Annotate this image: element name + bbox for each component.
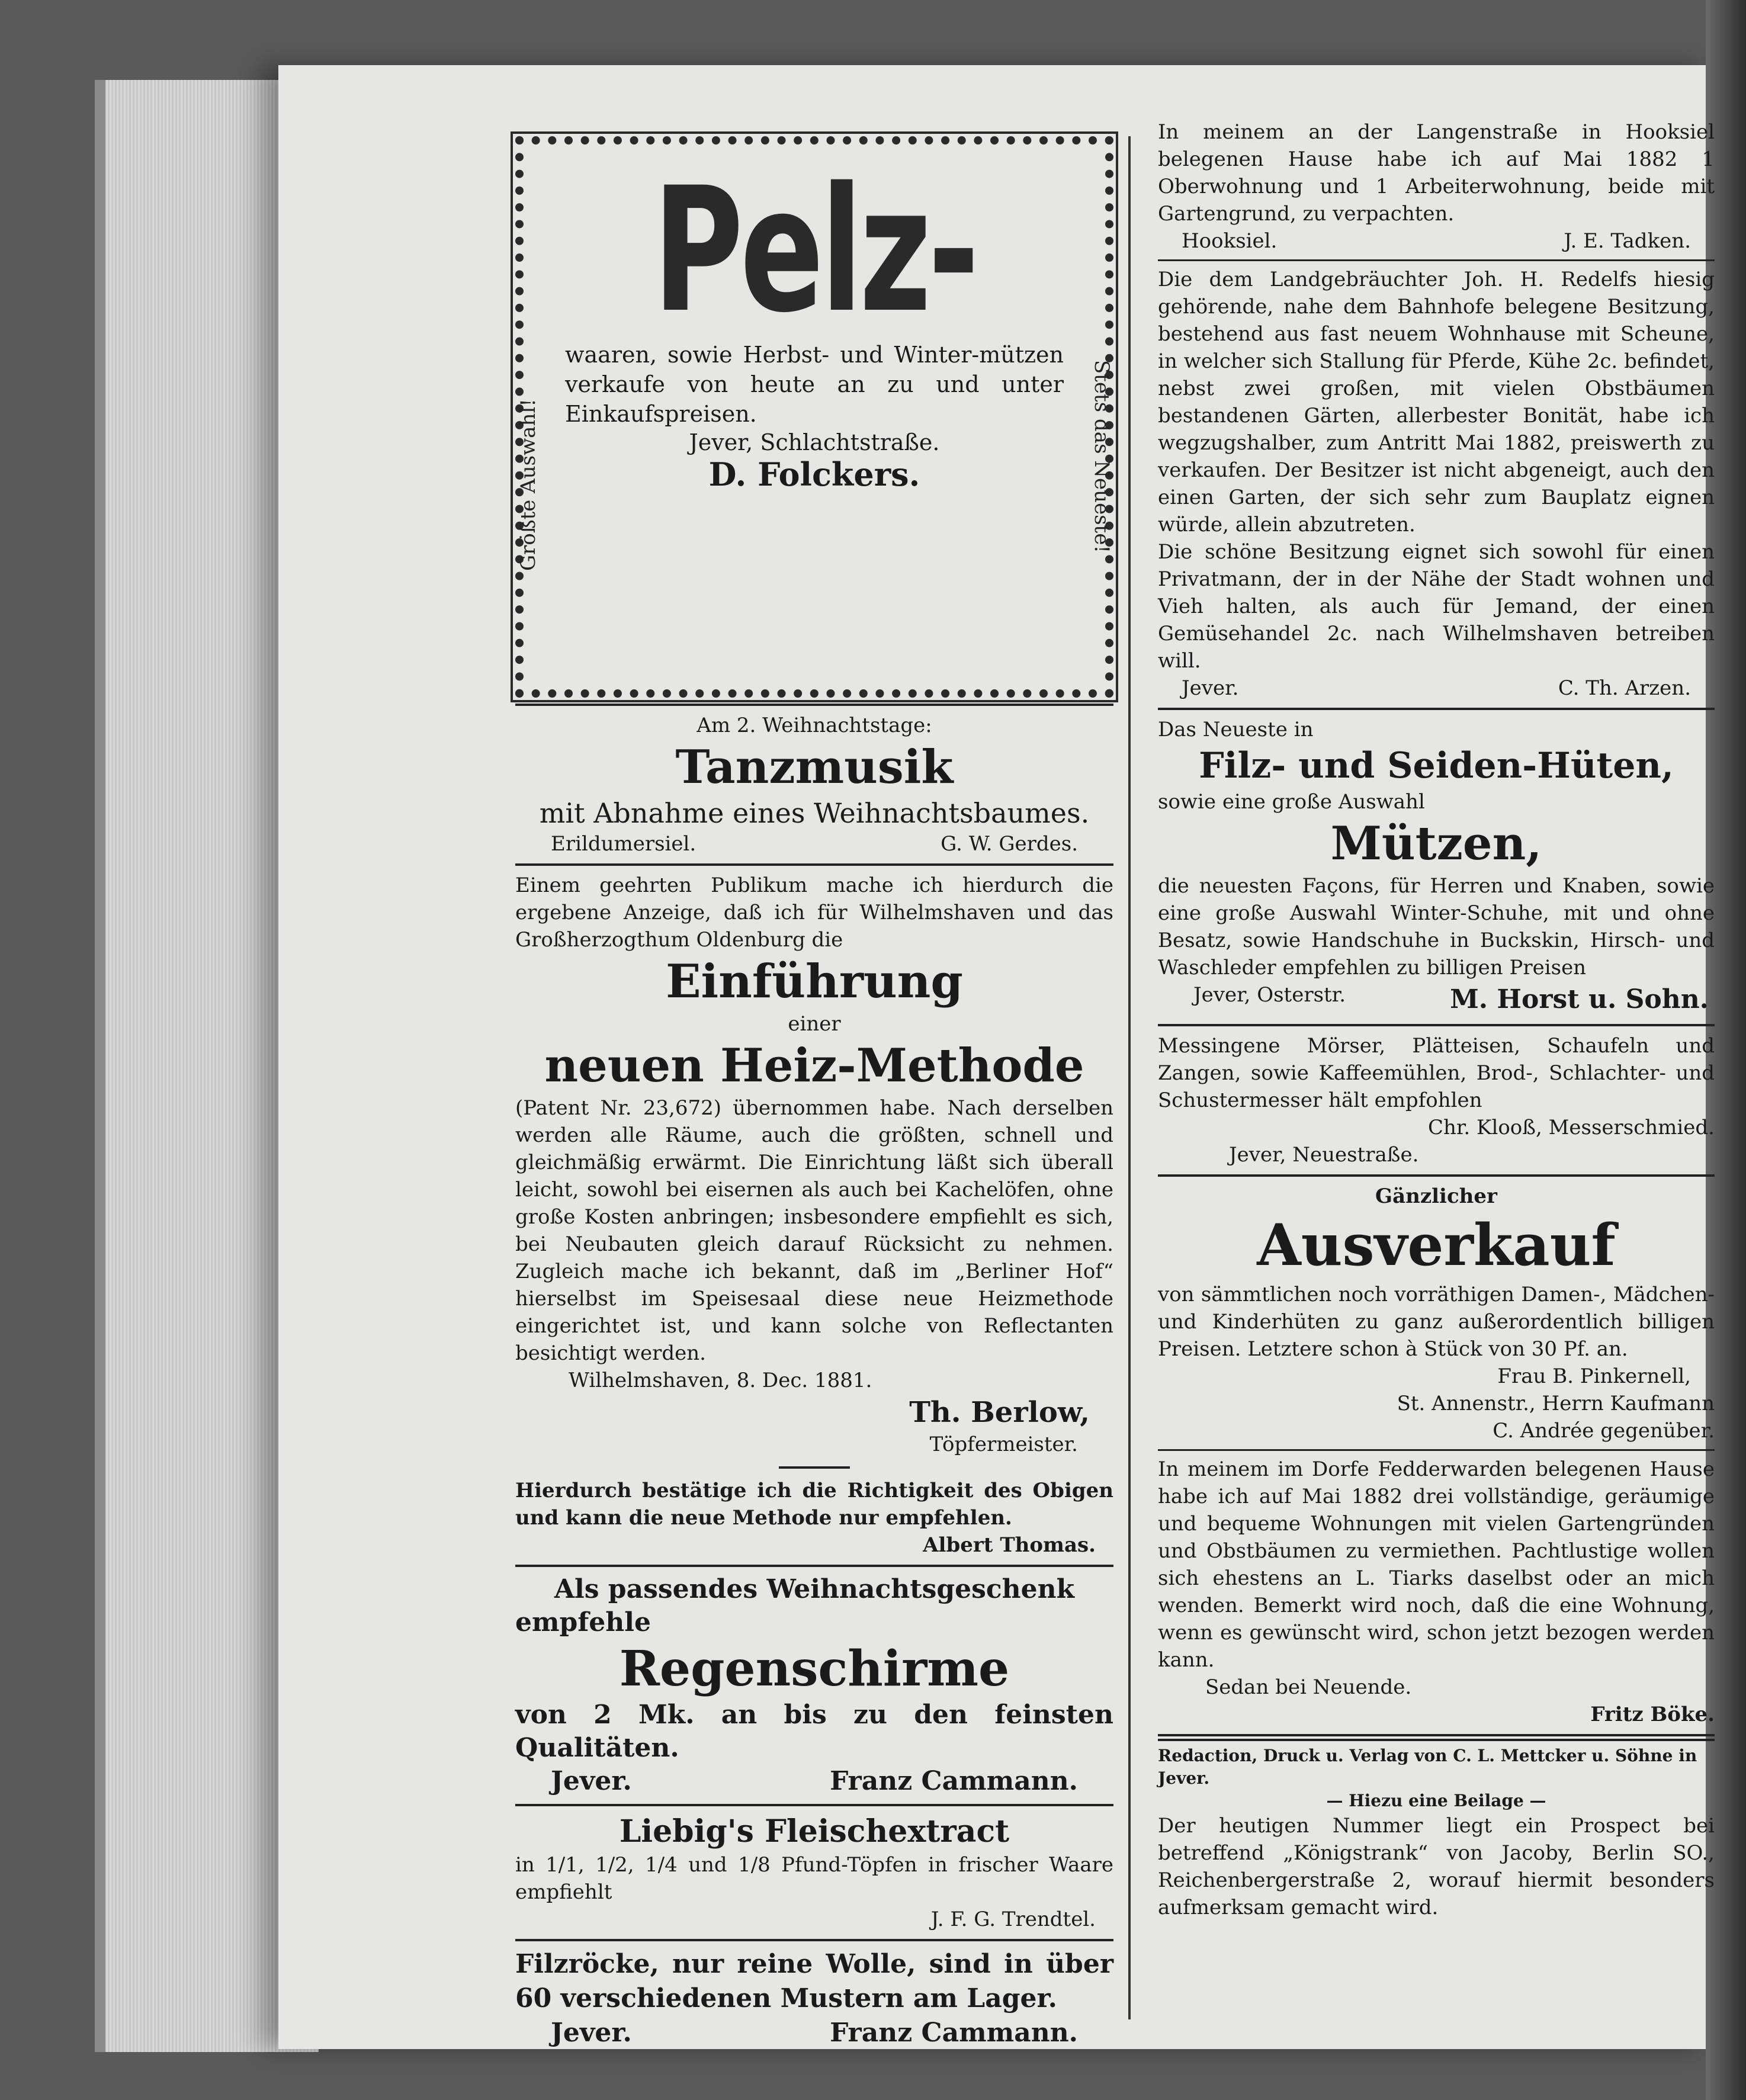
pelz-advert (515, 136, 1113, 698)
filz-body: Filzröcke, nur reine Wolle, sind in über 60 verschiedenen Mustern am Lager. (515, 1949, 1113, 2014)
pelz-headline: Pelz- (653, 151, 976, 351)
short-rule (779, 1466, 850, 1469)
divider (515, 1939, 1113, 1941)
regen-intro1: Als passendes Weihnachtsgeschenk (554, 1574, 1075, 1604)
hueten-place: Jever, Osterstr. (1193, 983, 1346, 1007)
heiz-title: Töpfermeister. (929, 1433, 1078, 1456)
messing-advert (1158, 1032, 1715, 1168)
besitz-name: C. Th. Arzen. (1558, 676, 1691, 700)
hueten-intro: Das Neueste in (1158, 718, 1314, 741)
wohnung1-advert (1158, 118, 1715, 255)
divider (1158, 1174, 1715, 1177)
wohnung2-name: Fritz Böke. (1590, 1703, 1715, 1726)
tanz-intro: Am 2. Weihnachtstage: (697, 714, 932, 737)
filz-place: Jever. (551, 2018, 632, 2048)
liebig-body: in 1/1, 1/2, 1/4 und 1/8 Pfund-Töpfen in frischer Waare empfiehlt (515, 1853, 1113, 1904)
heiz-headline2: neuen Heiz-Methode (544, 1039, 1084, 1093)
heiz-signature: Th. Berlow, (909, 1396, 1090, 1429)
heiz-date: Wilhelmshaven, 8. Dec. 1881. (569, 1369, 872, 1392)
wohnung1-name: J. E. Tadken. (1564, 229, 1691, 253)
regen-footer (515, 1765, 1113, 1798)
besitz-advert (1158, 266, 1715, 702)
divider (1158, 259, 1715, 261)
regen-intro2: empfehle (515, 1607, 651, 1637)
messing-body: Messingene Mörser, Plätteisen, Schaufeln und Zangen, sowie Kaffeemühlen, Brod-, Schlachter- und Schustermesser hält empfohlen (1158, 1034, 1715, 1112)
filz-name: Franz Cammann. (830, 2018, 1078, 2048)
ausverkauf-address2: C. Andrée gegenüber. (1493, 1419, 1715, 1443)
hueten-advert (1158, 716, 1715, 1018)
column-divider (1128, 136, 1131, 2019)
regen-advert (515, 1573, 1113, 1798)
right-column (1158, 65, 1715, 1921)
besitz-body1: Die dem Landgebräuchter Joh. H. Redelfs hiesig gehörende, nahe dem Bahnhofe belegene Besitzung, bestehend aus fast neuem Wohnhause mit Scheune, in welcher sich Stallung für Pferde, Kühe 2c. befindet, nebst zwei großen, mit vielen Obstbäumen bestandenen Gärten, allerbester Bonität, habe ich wegzugshalber, zum Antritt Mai 1882, preiswerth zu verkaufen. Der Besitzer ist nicht abgeneigt, auch den einen Garten, der sich sehr zum Bauplatz eignen würde, allein abzutreten. (1158, 268, 1715, 537)
liebig-name: J. F. G. Trendtel. (930, 1908, 1096, 1931)
besitz-body2: Die schöne Besitzung eignet sich sowohl für einen Privatmann, der in der Nähe der Stadt wohnen und Vieh halten, als auch für Jemand, der einen Gemüsehandel 2c. nach Wilhelmshaven betreiben will. (1158, 540, 1715, 673)
filz-advert (515, 1947, 1113, 2050)
heiz-advert (515, 872, 1113, 1559)
ausverkauf-headline: Ausverkauf (1257, 1212, 1616, 1279)
hueten-sub: sowie eine große Auswahl (1158, 790, 1425, 814)
divider (515, 1565, 1113, 1567)
ausverkauf-name: Frau B. Pinkernell, (1497, 1364, 1691, 1388)
heiz-confirm: Hierdurch bestätige ich die Richtigkeit des Obigen und kann die neue Methode nur empfehlen. (515, 1479, 1113, 1530)
tanz-advert (515, 712, 1113, 858)
impressum-body: Der heutigen Nummer liegt ein Prospect bei betreffend „Königstrank“ von Jacoby, Berlin SO., Reichenbergerstraße 2, worauf hiermit besonders aufmerksam gemacht wird. (1158, 1814, 1715, 1919)
tanz-name: G. W. Gerdes. (941, 832, 1078, 856)
wohnung1-body: In meinem an der Langenstraße in Hooksiel belegenen Hause habe ich auf Mai 1882 1 Oberwohnung und 1 Arbeiterwohnung, beide mit Gartengrund, zu verpachten. (1158, 120, 1715, 226)
hueten-headline: Filz- und Seiden-Hüten, (1199, 745, 1674, 786)
liebig-advert (515, 1812, 1113, 1933)
tanz-place: Erildumersiel. (551, 832, 697, 856)
regen-place: Jever. (551, 1766, 632, 1796)
hueten-footer (1158, 981, 1715, 1018)
besitz-place: Jever. (1182, 676, 1239, 700)
heiz-confirm-name: Albert Thomas. (923, 1533, 1096, 1557)
divider (1158, 1024, 1715, 1026)
besitz-footer (1158, 675, 1715, 702)
wohnung1-place: Hooksiel. (1182, 229, 1278, 253)
divider (515, 863, 1113, 866)
tanz-subline: mit Abnahme eines Weihnachtsbaumes. (539, 797, 1090, 829)
tanz-footer (515, 830, 1113, 858)
messing-name: Chr. Klooß, Messerschmied. (1428, 1116, 1715, 1139)
pelz-signature: D. Folckers. (708, 455, 920, 493)
impressum (1158, 1745, 1715, 1921)
regen-body: von 2 Mk. an bis zu den feinsten Qualitäten. (515, 1700, 1113, 1763)
messing-place: Jever, Neuestraße. (1229, 1143, 1419, 1167)
pelz-body: waaren, sowie Herbst- und Winter-mützen verkaufe von heute an zu und unter Einkaufspreisen. (565, 342, 1064, 427)
hueten-name: M. Horst u. Sohn. (1450, 984, 1709, 1014)
heiz-intro: Einem geehrten Publikum mache ich hierdurch die ergebene Anzeige, daß ich für Wilhelmshaven und das Großherzogthum Oldenburg die (515, 874, 1113, 952)
regen-headline: Regenschirme (619, 1640, 1010, 1697)
wohnung2-body: In meinem im Dorfe Fedderwarden belegenen Hause habe ich auf Mai 1882 drei vollständige, geräumige und bequeme Wohnungen mit vielen Gartengründen und Obstbäumen zu vermiethen. Pachtlustige wollen sich ehestens an L. Tiarks daselbst oder an mich wenden. Bemerkt wird noch, daß die eine Wohnung, wenn es gewünscht wird, schon jetzt bezogen werden kann. (1158, 1457, 1715, 1672)
hueten-headline2: Mützen, (1330, 817, 1542, 871)
heiz-body: (Patent Nr. 23,672) übernommen habe. Nach derselben werden alle Räume, auch die größten, schnell und gleichmäßig erwärmt. Die Einrichtung läßt sich überall leicht, sowohl bei eisernen als auch bei Kachelöfen, ohne große Kosten anbringen; insbesondere empfiehlt es sich, bei Neubauten gleich darauf Rücksicht zu nehmen. Zugleich mache ich bekannt, daß im „Berliner Hof“ hierselbst im Speisesaal diese neue Heizmethode eingerichtet ist, und kann solche von Reflectanten besichtigt werden. (515, 1096, 1113, 1365)
pelz-place: Jever, Schlachtstraße. (689, 429, 940, 455)
impressum-rule (1158, 1734, 1715, 1741)
divider (1158, 708, 1715, 710)
heiz-connector: einer (788, 1012, 841, 1036)
ausverkauf-intro: Gänzlicher (1375, 1184, 1497, 1208)
divider (515, 1804, 1113, 1806)
filz-footer (515, 2016, 1113, 2050)
ausverkauf-address1: St. Annenstr., Herrn Kaufmann (1397, 1392, 1715, 1415)
ausverkauf-advert (1158, 1183, 1715, 1444)
hueten-body: die neuesten Façons, für Herren und Knaben, sowie eine große Auswahl Winter-Schuhe, mit und ohne Besatz, sowie Handschuhe in Buckskin, Hirsch- und Waschleder empfehlen zu billigen Preisen (1158, 874, 1715, 980)
wohnung2-place: Sedan bei Neuende. (1205, 1675, 1412, 1699)
heiz-headline1: Einführung (666, 955, 963, 1009)
regen-name: Franz Cammann. (830, 1766, 1078, 1796)
pelz-side-left: Größte Auswahl! (516, 399, 540, 571)
liebig-headline: Liebig's Fleischextract (619, 1813, 1010, 1849)
impressum-beilage: — Hiezu eine Beilage — (1326, 1791, 1546, 1810)
ausverkauf-body: von sämmtlichen noch vorräthigen Damen-, Mädchen- und Kinderhüten zu ganz außerordentlich billigen Preisen. Letztere schon à Stück von 30 Pf. an. (1158, 1283, 1715, 1361)
left-column (515, 65, 1113, 2050)
tanz-headline: Tanzmusik (675, 740, 954, 794)
pelz-side-right: Stets das Neueste! (1090, 359, 1113, 553)
wohnung2-advert (1158, 1456, 1715, 1728)
wohnung1-footer (1158, 227, 1715, 255)
divider (515, 704, 1113, 706)
impressum-line: Redaction, Druck u. Verlag von C. L. Mettcker u. Söhne in Jever. (1158, 1746, 1697, 1788)
divider (1158, 1449, 1715, 1451)
